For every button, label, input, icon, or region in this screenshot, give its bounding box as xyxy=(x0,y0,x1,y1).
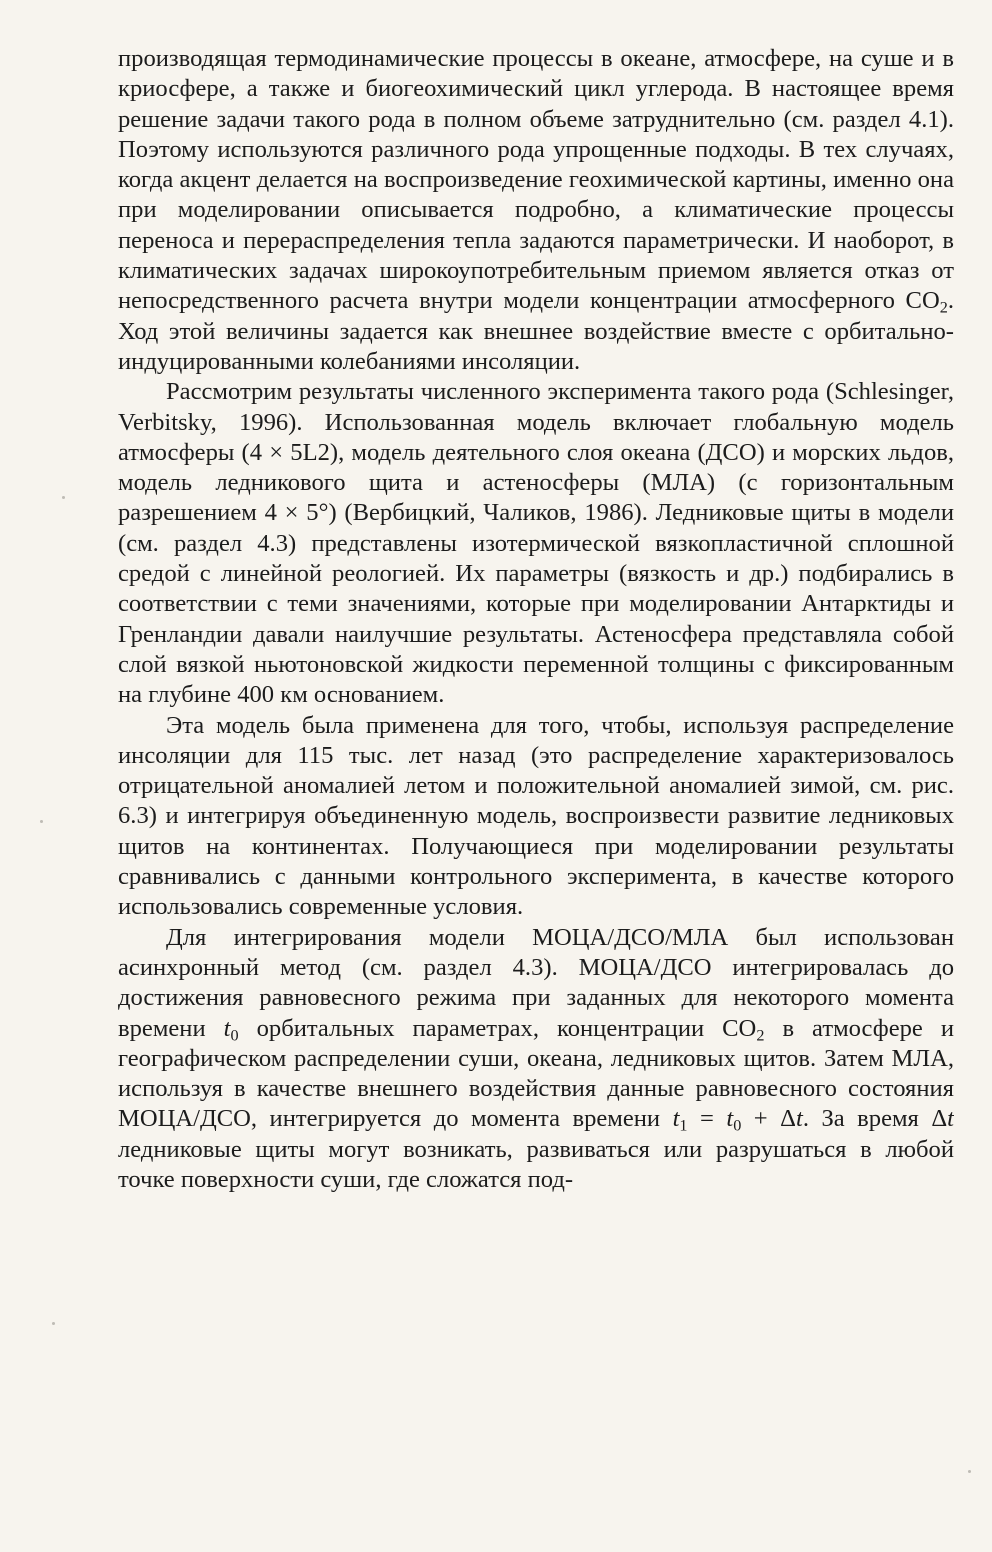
subscript: 1 xyxy=(679,1116,688,1135)
text-run: ледниковые щиты могут возникать, развиваться или разрушаться в любой точке поверхности суши, где сложатся под- xyxy=(118,1135,954,1193)
subscript: 0 xyxy=(230,1026,239,1045)
page-body-text xyxy=(118,44,954,1514)
paragraph xyxy=(118,44,954,377)
paper-speck xyxy=(968,1470,971,1473)
text-run: в атмосфере и географическом распределении суши, океана, ледниковых щитов. Затем МЛА, используя в качестве внешнего воздействия данные равновесного состояния МОЦА/ДСО, интегрируется до момента времени xyxy=(118,1014,954,1133)
text-run: Эта модель была применена для того, чтобы, используя распределение инсоляции для 115 тыс. лет назад (это распределение характеризовалось отрицательной аномалией летом и положительной аномалией зимой, см. рис. 6.3) и интегрируя объединенную модель, воспроизвести развитие ледниковых щитов на континентах. Получающиеся при моделировании результаты сравнивались с данными контрольного эксперимента, в качестве которого использовались современные условия. xyxy=(118,711,954,921)
paper-speck xyxy=(40,820,43,823)
text-run: производящая термодинамические процессы в океане, атмосфере, на суше и в криосфере, а также и биогеохимический цикл углерода. В настоящее время решение задачи такого рода в полном объеме затруднительно (см. раздел 4.1). Поэтому используются различного рода упрощенные подходы. В тех случаях, когда акцент делается на воспроизведение геохимической картины, именно она при моделировании описывается подробно, а климатические процессы переноса и перераспределения тепла задаются параметрически. И наоборот, в климатических задачах широкоупотребительным приемом является отказ от непосредственного расчета внутри модели концентрации атмосферного CO xyxy=(118,45,954,315)
text-run: . Ход этой величины задается как внешнее воздействие вместе с орбитально-индуцированными колебаниями инсоляции. xyxy=(118,287,954,375)
italic-variable: t xyxy=(223,1014,231,1042)
text-run: + Δ xyxy=(741,1105,796,1133)
paper-speck xyxy=(62,496,65,499)
paragraph xyxy=(118,923,954,1196)
italic-variable: t xyxy=(947,1105,954,1133)
text-run: орбитальных параметрах, концентрации CO xyxy=(238,1014,757,1042)
paragraph xyxy=(118,711,954,923)
text-run: . За время Δ xyxy=(802,1105,948,1133)
text-run: Для интегрирования модели МОЦА/ДСО/МЛА был использован асинхронный метод (см. раздел 4.3). МОЦА/ДСО интегрировалась до достижения равновесного режима при заданных для некоторого момента времени xyxy=(118,923,954,1042)
paragraph xyxy=(118,377,954,710)
italic-variable: t xyxy=(795,1105,803,1133)
paper-speck xyxy=(52,1322,55,1325)
italic-variable: t xyxy=(672,1105,680,1133)
subscript: 2 xyxy=(939,298,948,317)
text-run: = xyxy=(687,1105,727,1133)
italic-variable: t xyxy=(726,1105,734,1133)
subscript: 2 xyxy=(756,1026,765,1045)
subscript: 0 xyxy=(733,1116,742,1135)
text-run: Рассмотрим результаты численного эксперимента такого рода (Schlesinger, Verbitsky, 1996). Использованная модель включает глобальную модель атмосферы (4 × 5L2), модель деятельного слоя океана (ДСО) и морских льдов, модель ледникового щита и астеносферы (МЛА) (с горизонтальным разрешением 4 × 5°) (Вербицкий, Чаликов, 1986). Ледниковые щиты в модели (см. раздел 4.3) представлены изотермической вязкопластичной сплошной средой с линейной реологией. Их параметры (вязкость и др.) подбирались в соответствии с теми значениями, которые при моделировании Антарктиды и Гренландии давали наилучшие результаты. Астеносфера представляла собой слой вязкой ньютоновской жидкости переменной толщины с фиксированным на глубине 400 км основанием. xyxy=(118,378,954,709)
